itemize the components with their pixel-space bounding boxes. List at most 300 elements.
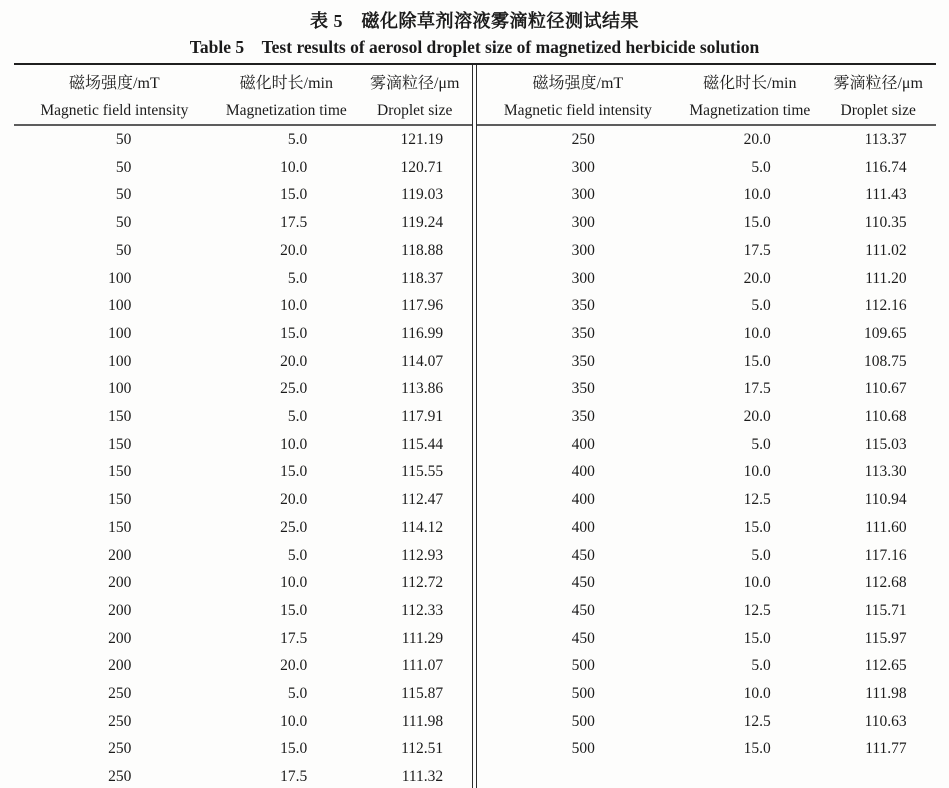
table-row [477,569,936,597]
table-row [477,735,936,763]
table-row [14,154,473,182]
time-cell [679,486,821,514]
cell-value: 17.5 [280,214,308,232]
field-cell [14,265,216,293]
cell-value: 20.0 [743,408,771,426]
cell-value: 111.43 [865,186,907,204]
field-cell [14,154,216,182]
table-row [14,431,473,459]
cell-value: 5.0 [287,546,308,564]
cell-value: 500 [571,712,595,730]
size-cell [357,458,472,486]
size-cell [821,348,936,376]
field-cell [477,597,679,625]
table-left-header [14,65,473,125]
time-cell [679,569,821,597]
cell-value: 450 [571,629,595,647]
field-cell [14,680,216,708]
field-cell [477,486,679,514]
size-cell [357,292,472,320]
cell-value: 10.0 [280,158,308,176]
col-header-size [357,65,472,125]
cell-value: 50 [115,131,132,148]
field-cell [14,625,216,653]
cell-value: 113.86 [401,380,444,398]
size-cell [357,652,472,680]
field-cell [477,458,679,486]
table-row [477,597,936,625]
cell-value: 100 [108,324,132,342]
cell-value: 10.0 [280,297,308,315]
cell-value: 300 [571,186,595,204]
cell-value: 500 [571,740,595,758]
cell-value: 116.74 [864,158,907,176]
table-row [14,348,473,376]
cell-value: 50 [115,186,132,204]
table-row [477,181,936,209]
table-row [477,514,936,542]
table-title-zh: 表 5 磁化除草剂溶液雾滴粒径测试结果 [310,11,639,31]
cell-value: 15.0 [280,740,308,758]
table-row [477,320,936,348]
table-right-body [477,125,936,763]
cell-value: 15.0 [280,463,308,481]
cell-value: 17.5 [743,241,771,259]
col-header-field [477,65,679,125]
cell-value: 109.65 [864,324,907,342]
time-cell [215,125,357,154]
time-cell [679,708,821,736]
cell-value: 100 [108,297,132,315]
cell-value: 112.65 [864,657,907,675]
cell-value: 110.68 [864,408,907,426]
field-cell [14,292,216,320]
size-cell [821,237,936,265]
time-cell [215,735,357,763]
cell-value: 20.0 [280,241,308,259]
time-cell [215,403,357,431]
table-row [477,431,936,459]
cell-value: 300 [571,214,595,232]
table-row [14,403,473,431]
time-cell [679,181,821,209]
table-row [14,292,473,320]
size-cell [357,320,472,348]
cell-value: 450 [571,574,595,592]
time-cell [215,763,357,788]
size-cell [821,292,936,320]
field-cell [14,763,216,788]
time-cell [679,320,821,348]
size-cell [821,486,936,514]
cell-value: 117.16 [864,546,907,564]
cell-value: 100 [108,352,132,370]
table-row [477,348,936,376]
field-cell [477,652,679,680]
cell-value: 10.0 [280,435,308,453]
cell-value: 200 [108,574,132,592]
cell-value: 150 [108,491,132,509]
col-header-time [215,65,357,125]
table-row [477,292,936,320]
cell-value: 400 [571,435,595,453]
cell-value: 250 [108,768,132,786]
cell-value: 15.0 [743,629,771,647]
cell-value: 15.0 [280,324,308,342]
cell-value: 121.19 [400,131,444,148]
cell-value: 350 [571,352,595,370]
table-row [14,763,473,788]
cell-value: 10.0 [743,574,771,592]
size-cell [357,625,472,653]
col-header-field-zh: 磁场强度/mT [69,75,160,92]
cell-value: 20.0 [280,491,308,509]
size-cell [821,708,936,736]
cell-value: 20.0 [280,657,308,675]
cell-value: 111.98 [865,685,907,703]
field-cell [477,348,679,376]
cell-value: 17.5 [743,380,771,398]
field-cell [477,265,679,293]
table-row [477,125,936,154]
field-cell [14,597,216,625]
table-row [14,680,473,708]
field-cell [477,403,679,431]
cell-value: 5.0 [287,131,308,148]
table-row [14,125,473,154]
table-row [14,652,473,680]
table-row [14,237,473,265]
cell-value: 10.0 [743,324,771,342]
field-cell [477,154,679,182]
size-cell [357,680,472,708]
size-cell [357,265,472,293]
field-cell [477,209,679,237]
cell-value: 112.72 [401,574,444,592]
cell-value: 110.63 [864,712,907,730]
time-cell [215,181,357,209]
cell-value: 10.0 [280,574,308,592]
field-cell [14,348,216,376]
cell-value: 500 [571,657,595,675]
field-cell [14,652,216,680]
cell-value: 500 [571,685,595,703]
size-cell [821,375,936,403]
field-cell [14,403,216,431]
size-cell [357,154,472,182]
size-cell [357,708,472,736]
size-cell [821,209,936,237]
time-cell [215,265,357,293]
time-cell [679,209,821,237]
cell-value: 118.88 [401,241,444,259]
cell-value: 112.93 [401,546,444,564]
size-cell [821,181,936,209]
field-cell [14,431,216,459]
time-cell [679,348,821,376]
table-row [14,625,473,653]
col-header-size-en: Droplet size [377,102,453,119]
field-cell [14,569,216,597]
col-header-field-en: Magnetic field intensity [503,102,652,119]
time-cell [679,735,821,763]
col-header-field-zh: 磁场强度/mT [532,75,624,92]
cell-value: 25.0 [280,380,308,398]
table-row [14,486,473,514]
table-row [477,680,936,708]
field-cell [477,735,679,763]
time-cell [215,154,357,182]
cell-value: 112.33 [401,601,444,619]
size-cell [821,652,936,680]
cell-value: 118.37 [401,269,444,287]
field-cell [477,680,679,708]
cell-value: 450 [571,546,595,564]
cell-value: 15.0 [280,601,308,619]
cell-value: 100 [108,380,132,398]
cell-value: 10.0 [743,463,771,481]
cell-value: 5.0 [287,408,308,426]
cell-value: 117.96 [401,297,444,315]
size-cell [821,431,936,459]
cell-value: 115.55 [401,463,444,481]
cell-value: 450 [571,601,595,619]
col-header-time-en: Magnetization time [225,102,347,119]
cell-value: 115.87 [401,685,444,703]
field-cell [477,431,679,459]
time-cell [679,403,821,431]
cell-value: 20.0 [743,131,771,148]
cell-value: 10.0 [280,712,308,730]
time-cell [679,375,821,403]
cell-value: 350 [571,297,595,315]
time-cell [215,652,357,680]
cell-value: 112.16 [864,297,907,315]
time-cell [679,597,821,625]
time-cell [215,292,357,320]
cell-value: 5.0 [751,158,771,176]
size-cell [357,542,472,570]
cell-value: 117.91 [401,408,444,426]
size-cell [821,569,936,597]
table-row [477,375,936,403]
time-cell [215,486,357,514]
cell-value: 400 [571,491,595,509]
cell-value: 112.47 [401,491,444,509]
field-cell [477,514,679,542]
time-cell [215,680,357,708]
time-cell [679,458,821,486]
cell-value: 300 [571,269,595,287]
size-cell [821,625,936,653]
cell-value: 115.03 [864,435,907,453]
size-cell [357,209,472,237]
col-header-size-zh: 雾滴粒径/μm [369,75,460,92]
time-cell [215,431,357,459]
cell-value: 150 [108,408,132,426]
time-cell [679,265,821,293]
field-cell [477,320,679,348]
table-left [14,65,473,788]
cell-value: 119.24 [401,214,444,232]
col-header-field-en: Magnetic field intensity [40,102,189,119]
cell-value: 113.30 [864,463,907,481]
size-cell [821,514,936,542]
table-row [477,458,936,486]
field-cell [14,708,216,736]
time-cell [215,708,357,736]
cell-value: 400 [571,518,595,536]
time-cell [679,514,821,542]
table-right-header [477,65,936,125]
cell-value: 111.07 [401,657,444,675]
size-cell [357,431,472,459]
field-cell [477,542,679,570]
time-cell [215,320,357,348]
cell-value: 250 [108,712,132,730]
table-row [477,486,936,514]
time-cell [215,542,357,570]
table-left-body [14,125,473,788]
size-cell [357,375,472,403]
cell-value: 115.97 [864,629,907,647]
time-cell [679,431,821,459]
time-cell [215,209,357,237]
time-cell [215,597,357,625]
time-cell [215,569,357,597]
cell-value: 300 [571,158,595,176]
time-cell [679,292,821,320]
time-cell [679,237,821,265]
size-cell [357,125,472,154]
cell-value: 50 [115,241,132,259]
table-row [14,375,473,403]
col-header-size [821,65,936,125]
cell-value: 114.12 [401,518,444,536]
size-cell [357,237,472,265]
cell-value: 25.0 [280,518,308,536]
table-row [14,735,473,763]
cell-value: 5.0 [287,269,308,287]
field-cell [477,625,679,653]
size-cell [357,569,472,597]
cell-value: 250 [108,740,132,758]
cell-value: 15.0 [280,186,308,204]
cell-value: 112.68 [864,574,907,592]
cell-value: 400 [571,463,595,481]
cell-value: 12.5 [743,601,771,619]
table-row [477,265,936,293]
col-header-time [679,65,821,125]
col-header-time-en: Magnetization time [689,102,811,119]
cell-value: 20.0 [743,269,771,287]
table-row [14,597,473,625]
time-cell [679,625,821,653]
field-cell [14,375,216,403]
time-cell [679,154,821,182]
field-cell [14,542,216,570]
size-cell [357,181,472,209]
field-cell [14,320,216,348]
cell-value: 12.5 [743,491,771,509]
cell-value: 200 [108,629,132,647]
cell-value: 120.71 [400,158,444,176]
cell-value: 250 [108,685,132,703]
cell-value: 300 [571,241,595,259]
size-cell [357,597,472,625]
cell-value: 113.37 [864,131,907,148]
field-cell [14,514,216,542]
size-cell [357,486,472,514]
time-cell [679,125,821,154]
cell-value: 110.67 [864,380,907,398]
field-cell [477,569,679,597]
table-row [14,320,473,348]
table-title-en: Table 5 Test results of aerosol droplet size of magnetized herbicide solution [189,37,760,57]
cell-value: 15.0 [743,740,771,758]
cell-value: 15.0 [743,518,771,536]
cell-value: 350 [571,408,595,426]
cell-value: 112.51 [401,740,444,758]
cell-value: 20.0 [280,352,308,370]
field-cell [477,375,679,403]
table-row [14,458,473,486]
size-cell [357,763,472,788]
cell-value: 10.0 [743,186,771,204]
size-cell [821,403,936,431]
cell-value: 111.98 [401,712,444,730]
col-header-time-zh: 磁化时长/min [703,75,797,92]
table-row [477,625,936,653]
col-header-size-en: Droplet size [840,102,916,119]
table-row [477,652,936,680]
field-cell [14,125,216,154]
cell-value: 200 [108,601,132,619]
table-left-half [14,65,473,788]
field-cell [477,237,679,265]
col-header-field [14,65,216,125]
table-row [14,265,473,293]
cell-value: 50 [115,214,132,232]
cell-value: 150 [108,463,132,481]
table-row [477,237,936,265]
field-cell [477,708,679,736]
cell-value: 5.0 [751,435,771,453]
cell-value: 114.07 [401,352,444,370]
cell-value: 17.5 [280,629,308,647]
cell-value: 250 [571,131,595,148]
col-header-time-zh: 磁化时长/min [239,75,333,92]
cell-value: 12.5 [743,712,771,730]
table-row [14,514,473,542]
cell-value: 111.20 [865,269,907,287]
time-cell [215,237,357,265]
table-row [477,542,936,570]
table-right-half [477,65,936,788]
col-header-size-zh: 雾滴粒径/μm [833,75,923,92]
cell-value: 111.29 [401,629,444,647]
size-cell [821,154,936,182]
cell-value: 111.02 [865,241,907,259]
size-cell [821,125,936,154]
cell-value: 5.0 [751,657,771,675]
cell-value: 111.77 [865,740,907,758]
cell-value: 111.60 [865,518,907,536]
size-cell [821,320,936,348]
size-cell [357,348,472,376]
cell-value: 5.0 [751,546,771,564]
time-cell [679,680,821,708]
